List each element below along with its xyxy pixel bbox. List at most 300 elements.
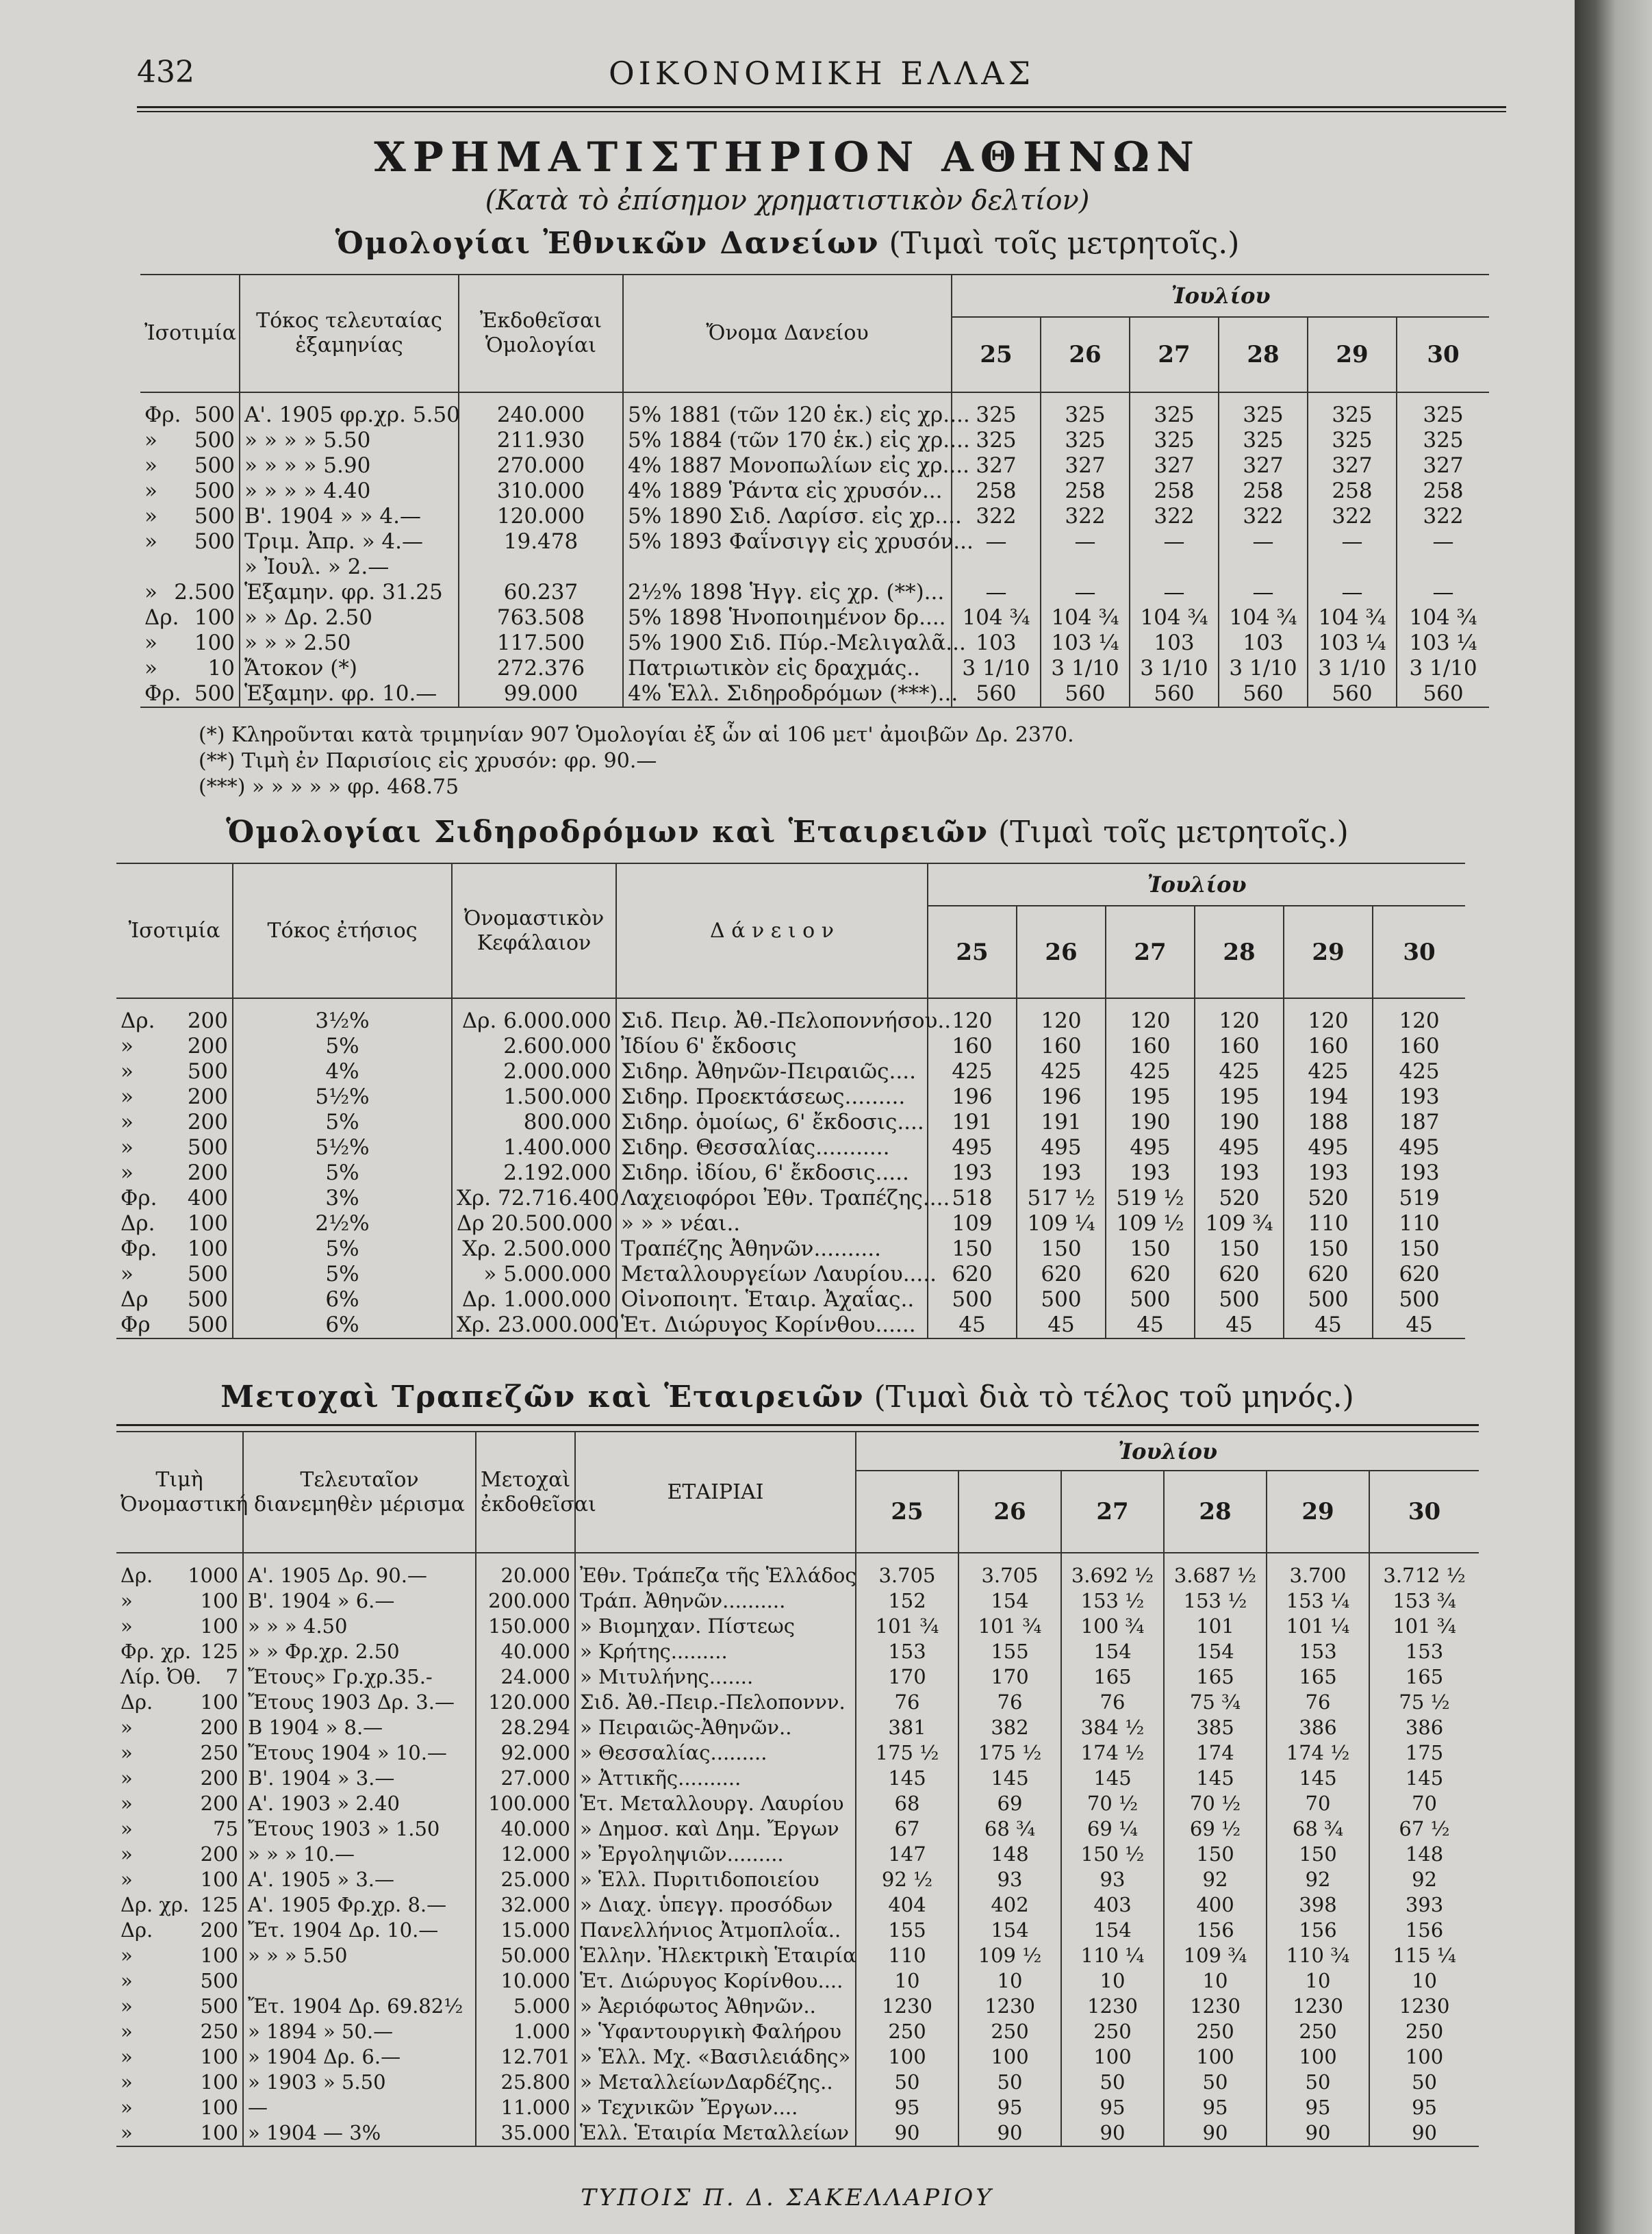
price-cell: —: [1130, 580, 1219, 605]
capital-cell: 800.000: [452, 1110, 616, 1135]
currency-label: »: [120, 1059, 134, 1084]
parity-cell: [116, 1842, 243, 1867]
price-cell: 150: [1106, 1236, 1195, 1262]
loan-name-cell: Οἰνοποιητ. Ἑταιρ. Ἀχαΐας..: [616, 1287, 928, 1312]
issued-cell: 240.000: [459, 392, 623, 428]
price-cell: 381: [856, 1715, 958, 1740]
currency-label: »: [120, 2121, 133, 2144]
price-cell: 327: [1423, 453, 1464, 478]
day-header: 30: [1427, 341, 1460, 368]
parity-cell: [116, 1690, 243, 1715]
price-cell: 93: [958, 1867, 1061, 1892]
shares-cell: 92.000: [476, 1740, 575, 1766]
table-row: [140, 555, 1489, 580]
price-cell: 495: [1106, 1135, 1195, 1160]
currency-label: »: [120, 2020, 133, 2043]
price-cell: 160: [1399, 1034, 1440, 1058]
rate-cell: 3½%: [233, 998, 452, 1034]
day-header: 30: [1408, 1498, 1441, 1525]
table-row: [116, 1918, 1479, 1943]
table-row: [116, 1791, 1479, 1816]
section3-rule: [116, 1424, 1479, 1426]
price-cell: 150: [1284, 1236, 1373, 1262]
price-cell: 156: [1164, 1918, 1267, 1943]
price-cell: 145: [856, 1766, 958, 1791]
price-cell: 76: [1061, 1690, 1164, 1715]
shares-cell: 20.000: [476, 1553, 575, 1588]
parity-value: 100: [194, 631, 235, 655]
parity-cell: [116, 2070, 243, 2095]
price-cell: 68: [856, 1791, 958, 1816]
price-cell: 325: [1041, 392, 1130, 428]
parity-cell: [140, 656, 240, 681]
price-cell: —: [952, 580, 1041, 605]
day-header: 26: [958, 1471, 1061, 1553]
currency-label: »: [120, 1262, 134, 1286]
parity-cell: [116, 1918, 243, 1943]
price-cell: 560: [1423, 681, 1464, 706]
rate-cell: 3%: [233, 1186, 452, 1211]
rate-cell: 5½%: [233, 1084, 452, 1110]
price-cell: 145: [958, 1766, 1061, 1791]
table-row: [116, 2120, 1479, 2146]
company-name-cell: Ἑτ. Μεταλλουργ. Λαυρίου: [575, 1791, 856, 1816]
parity-cell: [140, 479, 240, 504]
price-cell: 104 ¾: [1219, 605, 1308, 631]
issued-cell: 99.000: [459, 681, 623, 707]
issued-cell: 60.237: [459, 580, 623, 605]
day-header: 29: [1267, 1471, 1369, 1553]
price-cell: 120: [1399, 1008, 1440, 1033]
price-cell: 95: [856, 2095, 958, 2120]
price-cell: 69: [958, 1791, 1061, 1816]
price-cell: 95: [958, 2095, 1061, 2120]
parity-cell: [116, 2095, 243, 2120]
price-cell: 100: [1164, 2044, 1267, 2070]
parity-cell: [116, 1892, 243, 1918]
parity-cell: [140, 580, 240, 605]
price-cell: 620: [1195, 1262, 1284, 1287]
issued-cell: [459, 555, 623, 580]
price-cell: 45: [1017, 1312, 1106, 1338]
table-row: [116, 1135, 1465, 1160]
issued-cell: 310.000: [459, 479, 623, 504]
col-header-parity: Ἰσοτιμία: [116, 863, 233, 998]
price-cell: 150: [1195, 1236, 1284, 1262]
dividend-cell: Α'. 1905 » 3.—: [243, 1867, 476, 1892]
table-row: [116, 1236, 1465, 1262]
price-cell: 386: [1405, 1716, 1444, 1739]
price-cell: 100: [958, 2044, 1061, 2070]
price-cell: 160: [1284, 1034, 1373, 1059]
company-name-cell: Ἑλλην. Ἠλεκτρικὴ Ἑταιρία: [575, 1943, 856, 1968]
loan-name-cell: 5% 1890 Σιδ. Λαρίσσ. εἰς χρ....: [623, 504, 952, 529]
price-cell: 95: [1061, 2095, 1164, 2120]
currency-label: Δρ: [120, 1287, 149, 1312]
day-header: 28: [1164, 1471, 1267, 1553]
capital-cell: 1.400.000: [452, 1135, 616, 1160]
shares-cell: 100.000: [476, 1791, 575, 1816]
currency-label: »: [144, 453, 157, 478]
parity-cell: [140, 504, 240, 529]
price-cell: 385: [1164, 1715, 1267, 1740]
col-header-loan: Δ ά ν ε ι ο ν: [616, 863, 928, 998]
price-cell: 103: [1130, 631, 1219, 656]
parity-value: 100: [200, 1589, 238, 1612]
parity-cell: [116, 1553, 243, 1588]
loan-name-cell: 5% 1898 Ἡνοποιημένον δρ....: [623, 605, 952, 631]
rate-cell: 5%: [233, 1262, 452, 1287]
col-header-companies: ΕΤΑΙΡΙΑΙ: [575, 1432, 856, 1553]
dividend-cell: » 1894 » 50.—: [243, 2019, 476, 2044]
rate-cell: 5%: [233, 1160, 452, 1186]
price-cell: 325: [1308, 392, 1397, 428]
railway-bonds-table: [116, 863, 1465, 1339]
loan-name-cell: Σιδηρ. Προεκτάσεως.........: [616, 1084, 928, 1110]
dividend-cell: Β'. 1904 » 6.—: [243, 1588, 476, 1614]
parity-cell: [140, 681, 240, 707]
table-row: [116, 1639, 1479, 1664]
price-cell: 3.700: [1267, 1553, 1369, 1588]
price-cell: 519: [1399, 1186, 1440, 1210]
parity-value: 500: [187, 1312, 228, 1337]
price-cell: 495: [1195, 1135, 1284, 1160]
month-header: Ἰουλίου: [928, 863, 1465, 906]
price-cell: 120: [928, 998, 1017, 1034]
currency-label: »: [120, 1969, 133, 1992]
price-cell: 174: [1164, 1740, 1267, 1766]
parity-value: 100: [200, 2121, 238, 2144]
day-header: 30: [1403, 938, 1436, 966]
parity-cell: [116, 1639, 243, 1664]
price-cell: 75 ¾: [1164, 1690, 1267, 1715]
price-cell: 69 ¼: [1061, 1816, 1164, 1842]
dividend-cell: [243, 1968, 476, 1994]
price-cell: 258: [1423, 479, 1464, 503]
day-header: 29: [1284, 906, 1373, 998]
price-cell: —: [1432, 580, 1454, 605]
price-cell: 92: [1267, 1867, 1369, 1892]
price-cell: 398: [1267, 1892, 1369, 1918]
currency-label: »: [144, 656, 157, 681]
currency-label: »: [120, 1716, 133, 1739]
parity-cell: [116, 1614, 243, 1639]
currency-label: Φρ.: [120, 1236, 157, 1261]
coupon-cell: Α'. 1905 φρ.χρ. 5.50: [240, 392, 459, 428]
price-cell: [1397, 555, 1489, 580]
currency-label: »: [120, 2045, 133, 2068]
price-cell: 560: [1308, 681, 1397, 707]
currency-label: »: [144, 479, 157, 503]
price-cell: 103 ¼: [1041, 631, 1130, 656]
currency-label: Δρ.: [120, 1211, 155, 1236]
price-cell: [952, 555, 1041, 580]
rate-cell: 6%: [233, 1312, 452, 1338]
loan-name-cell: 5% 1884 (τῶν 170 ἑκ.) εἰς χρ....: [623, 428, 952, 453]
parity-cell: [116, 1034, 233, 1059]
price-cell: 76: [856, 1690, 958, 1715]
price-cell: 101 ¾: [958, 1614, 1061, 1639]
section2-title: [0, 815, 1575, 850]
price-cell: 154: [1061, 1639, 1164, 1664]
currency-label: »: [144, 580, 157, 605]
price-cell: 90: [958, 2120, 1061, 2146]
price-cell: 3.712 ½: [1383, 1564, 1466, 1587]
price-cell: 500: [1195, 1287, 1284, 1312]
capital-cell: Δρ. 6.000.000: [452, 998, 616, 1034]
parity-cell: [140, 555, 240, 580]
table-row: [116, 1740, 1479, 1766]
price-cell: 520: [1284, 1186, 1373, 1211]
shares-cell: 11.000: [476, 2095, 575, 2120]
table-row: [116, 1553, 1479, 1588]
price-cell: 250: [1405, 2020, 1444, 2043]
price-cell: 148: [958, 1842, 1061, 1867]
table-row: [116, 1084, 1465, 1110]
table-row: [116, 1262, 1465, 1287]
price-cell: 1230: [856, 1994, 958, 2019]
parity-cell: [116, 1160, 233, 1186]
price-cell: 70: [1267, 1791, 1369, 1816]
parity-cell: [140, 605, 240, 631]
company-name-cell: Ἑτ. Διώρυγος Κορίνθου....: [575, 1968, 856, 1994]
price-cell: 10: [1412, 1969, 1437, 1992]
coupon-cell: Ἑξαμην. φρ. 31.25: [240, 580, 459, 605]
price-cell: 165: [1405, 1665, 1444, 1688]
table-row: [116, 1867, 1479, 1892]
table-row: [140, 453, 1489, 479]
price-cell: 620: [1106, 1262, 1195, 1287]
price-cell: 115 ¼: [1393, 1944, 1456, 1967]
parity-value: 100: [187, 1236, 228, 1261]
printer-footer: ΤΥΠΟΙΣ Π. Δ. ΣΑΚΕΛΛΑΡΙΟΥ: [581, 2184, 994, 2211]
table-row: [140, 504, 1489, 529]
table-row: [116, 2019, 1479, 2044]
col-header-issued: Ἐκδοθεῖσαι Ὁμολογίαι: [459, 275, 623, 392]
parity-value: 500: [187, 1287, 228, 1312]
company-name-cell: » Ἑλλ. Μχ. «Βασιλειάδης»: [575, 2044, 856, 2070]
price-cell: 109: [928, 1211, 1017, 1236]
price-cell: 104 ¾: [1409, 605, 1477, 630]
day-header: 27: [1061, 1471, 1164, 1553]
parity-cell: [140, 529, 240, 555]
currency-label: »: [120, 1110, 134, 1134]
loan-name-cell: Μεταλλουργείων Λαυρίου.....: [616, 1262, 928, 1287]
parity-value: 1000: [188, 1564, 238, 1587]
price-cell: 160: [1017, 1034, 1106, 1059]
price-cell: 67 ½: [1399, 1817, 1450, 1840]
price-cell: 160: [1195, 1034, 1284, 1059]
parity-value: 100: [200, 1944, 238, 1967]
currency-label: »: [120, 1817, 133, 1840]
loan-name-cell: 4% 1889 Ῥάντα εἰς χρυσόν...: [623, 479, 952, 504]
price-cell: —: [952, 529, 1041, 555]
price-cell: 327: [1041, 453, 1130, 479]
parity-cell: [140, 631, 240, 656]
price-cell: 50: [856, 2070, 958, 2095]
table-row: [116, 1287, 1465, 1312]
parity-cell: [116, 2044, 243, 2070]
price-cell: 76: [1267, 1690, 1369, 1715]
rate-cell: 5%: [233, 1110, 452, 1135]
price-cell: 3.687 ½: [1164, 1553, 1267, 1588]
price-cell: 145: [1061, 1766, 1164, 1791]
day-header: 26: [1041, 317, 1130, 392]
price-cell: 154: [958, 1588, 1061, 1614]
price-cell: 250: [1164, 2019, 1267, 2044]
company-name-cell: Σιδ. Ἀθ.-Πειρ.-Πελοποννν.: [575, 1690, 856, 1715]
table-row: [116, 1816, 1479, 1842]
price-cell: 425: [1399, 1059, 1440, 1084]
price-cell: 193: [1017, 1160, 1106, 1186]
parity-cell: [116, 2120, 243, 2146]
price-cell: —: [1219, 529, 1308, 555]
price-cell: 1230: [1267, 1994, 1369, 2019]
price-cell: 560: [1130, 681, 1219, 707]
price-cell: 92: [1164, 1867, 1267, 1892]
price-cell: 325: [952, 392, 1041, 428]
price-cell: 174 ½: [1267, 1740, 1369, 1766]
rate-cell: 5%: [233, 1034, 452, 1059]
currency-label: Λίρ. Ὀθ.: [120, 1665, 202, 1688]
parity-cell: [140, 428, 240, 453]
price-cell: 193: [1399, 1160, 1440, 1185]
parity-value: 200: [200, 1918, 238, 1942]
company-name-cell: » Ἑλλ. Πυριτιδοποιείου: [575, 1867, 856, 1892]
col-header-coupon: Τόκος τελευταίας ἑξαμηνίας: [240, 275, 459, 392]
currency-label: Φρ. χρ.: [120, 1640, 192, 1663]
currency-label: Δρ.: [120, 1690, 153, 1714]
table-row: [116, 1110, 1465, 1135]
price-cell: 45: [1106, 1312, 1195, 1338]
price-cell: 150: [1267, 1842, 1369, 1867]
currency-label: Δρ. χρ.: [120, 1893, 190, 1916]
price-cell: 165: [1267, 1664, 1369, 1690]
price-cell: 92: [1412, 1868, 1437, 1891]
price-cell: 100 ¾: [1061, 1614, 1164, 1639]
company-name-cell: » Τεχνικῶν Ἔργων....: [575, 2095, 856, 2120]
capital-cell: Δρ. 1.000.000: [452, 1287, 616, 1312]
parity-cell: [116, 1867, 243, 1892]
price-cell: 50: [1412, 2070, 1437, 2094]
price-cell: 393: [1405, 1893, 1444, 1916]
price-cell: 45: [1406, 1312, 1433, 1337]
table-row: [116, 1968, 1479, 1994]
dividend-cell: Ἔτους» Γρ.χρ.35.-: [243, 1664, 476, 1690]
company-name-cell: » Διαχ. ὑπεγγ. προσόδων: [575, 1892, 856, 1918]
footnotes: [199, 722, 1074, 800]
price-cell: 327: [1130, 453, 1219, 479]
parity-cell: [116, 1943, 243, 1968]
parity-value: 500: [194, 681, 235, 706]
loan-name-cell: 4% Ἑλλ. Σιδηροδρόμων (***)...: [623, 681, 952, 707]
parity-cell: [140, 392, 240, 428]
parity-cell: [116, 1664, 243, 1690]
parity-value: 2.500: [174, 580, 235, 605]
currency-label: »: [144, 631, 157, 655]
price-cell: 517 ½: [1017, 1186, 1106, 1211]
shares-cell: 25.000: [476, 1867, 575, 1892]
parity-cell: [116, 1968, 243, 1994]
price-cell: 104 ¾: [1308, 605, 1397, 631]
price-cell: 76: [958, 1690, 1061, 1715]
price-cell: 150: [928, 1236, 1017, 1262]
price-cell: 90: [1164, 2120, 1267, 2146]
parity-value: 75: [213, 1817, 238, 1840]
capital-cell: Δρ 20.500.000: [452, 1211, 616, 1236]
price-cell: 500: [1399, 1287, 1440, 1312]
shares-cell: 50.000: [476, 1943, 575, 1968]
parity-cell: [116, 2019, 243, 2044]
price-cell: 322: [1219, 504, 1308, 529]
month-header: Ἰουλίου: [952, 275, 1489, 317]
dividend-cell: Β 1904 » 8.—: [243, 1715, 476, 1740]
price-cell: 90: [1267, 2120, 1369, 2146]
price-cell: 156: [1405, 1918, 1444, 1942]
table-row: [116, 998, 1465, 1034]
price-cell: 170: [856, 1664, 958, 1690]
table-row: [116, 1842, 1479, 1867]
parity-value: 200: [200, 1716, 238, 1739]
price-cell: 519 ½: [1106, 1186, 1195, 1211]
price-cell: —: [1219, 580, 1308, 605]
shares-cell: 32.000: [476, 1892, 575, 1918]
company-name-cell: » Ἀττικῆς..........: [575, 1766, 856, 1791]
price-cell: 90: [1412, 2121, 1437, 2144]
parity-cell: [116, 1135, 233, 1160]
parity-value: 200: [187, 1110, 228, 1134]
parity-value: 200: [200, 1842, 238, 1866]
price-cell: 110 ¼: [1061, 1943, 1164, 1968]
price-cell: 95: [1164, 2095, 1267, 2120]
price-cell: 153 ½: [1164, 1588, 1267, 1614]
month-header: Ἰουλίου: [856, 1432, 1479, 1471]
price-cell: 258: [1041, 479, 1130, 504]
currency-label: »: [120, 1766, 133, 1790]
section2-title-bold: Ὁμολογίαι Σιδηροδρόμων καὶ Ἑταιρειῶν: [226, 815, 989, 850]
price-cell: 153 ½: [1061, 1588, 1164, 1614]
loan-name-cell: Τραπέζης Ἀθηνῶν..........: [616, 1236, 928, 1262]
company-name-cell: Τράπ. Ἀθηνῶν..........: [575, 1588, 856, 1614]
capital-cell: 1.500.000: [452, 1084, 616, 1110]
shares-cell: 200.000: [476, 1588, 575, 1614]
issued-cell: 270.000: [459, 453, 623, 479]
price-cell: 75 ½: [1399, 1690, 1450, 1714]
parity-value: 500: [194, 403, 235, 427]
company-name-cell: » Δημοσ. καὶ Δημ. Ἔργων: [575, 1816, 856, 1842]
price-cell: 154: [1061, 1918, 1164, 1943]
section3-title-rest: (Τιμαὶ διὰ τὸ τέλος τοῦ μηνός.): [874, 1380, 1354, 1414]
table-row: [140, 631, 1489, 656]
coupon-cell: » Ἰουλ. » 2.—: [240, 555, 459, 580]
price-cell: 500: [1106, 1287, 1195, 1312]
price-cell: 518: [928, 1186, 1017, 1211]
parity-value: 250: [200, 2020, 238, 2043]
currency-label: »: [120, 1792, 133, 1815]
price-cell: 325: [1219, 428, 1308, 453]
price-cell: 620: [1399, 1262, 1440, 1286]
price-cell: 495: [1284, 1135, 1373, 1160]
price-cell: 103 ¼: [1409, 631, 1477, 655]
price-cell: 110 ¾: [1267, 1943, 1369, 1968]
price-cell: 104 ¾: [952, 605, 1041, 631]
shares-cell: 35.000: [476, 2120, 575, 2146]
parity-value: 100: [200, 2096, 238, 2119]
parity-cell: [116, 1262, 233, 1287]
price-cell: 193: [1399, 1084, 1440, 1109]
price-cell: 160: [928, 1034, 1017, 1059]
currency-label: Φρ.: [120, 1186, 157, 1210]
